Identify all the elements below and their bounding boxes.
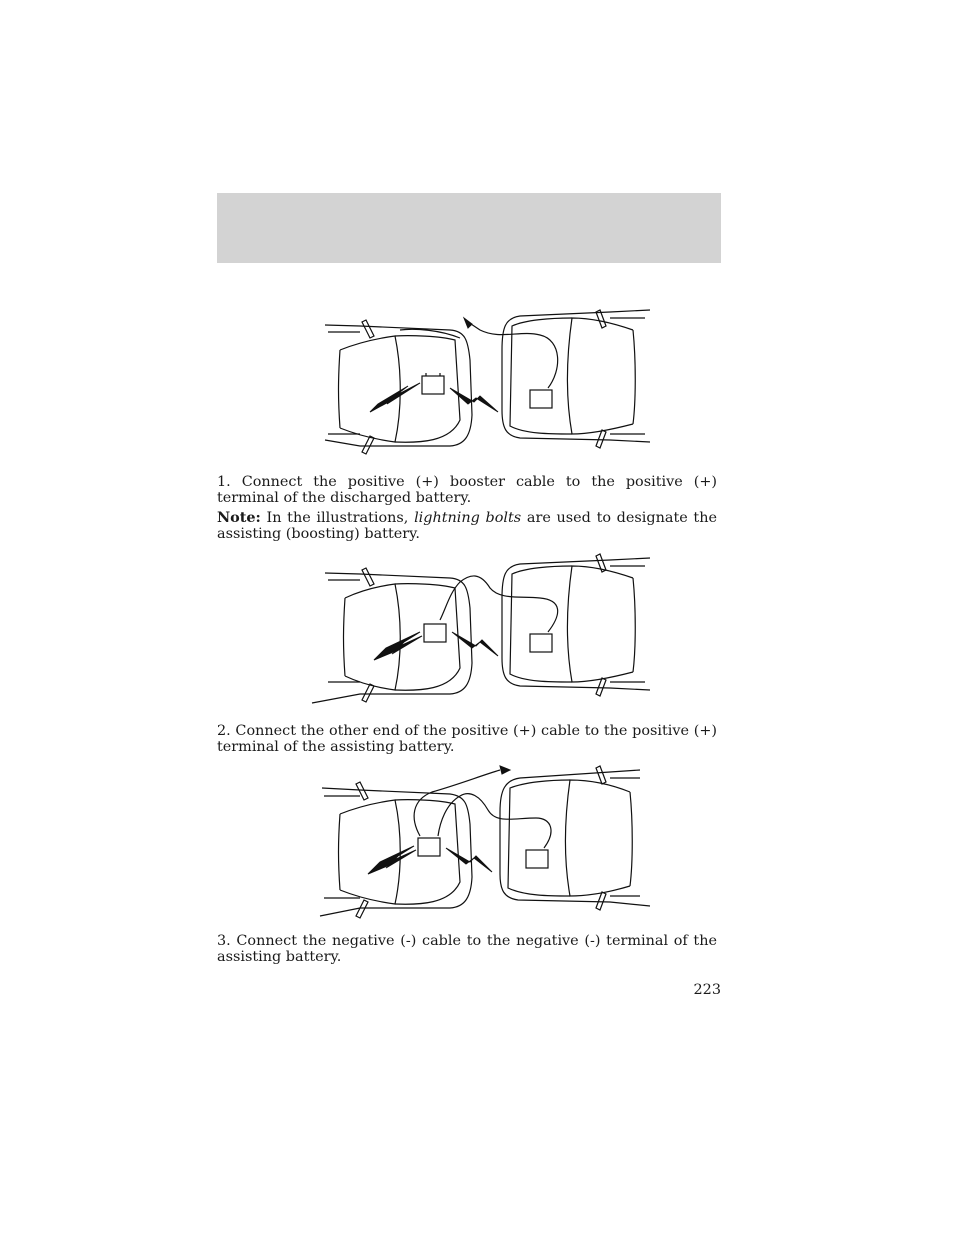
discharged-car: [502, 310, 650, 448]
lightning-bolt-icon: [450, 388, 498, 412]
cable-clamp-icon: [500, 766, 510, 774]
lightning-bolt-icon: [446, 848, 492, 872]
discharged-battery: [530, 390, 552, 408]
figure-step-2: [300, 548, 660, 718]
assisting-battery: [418, 838, 440, 856]
step-1-text: 1. Connect the positive (+) booster cable to the positive (+) terminal of the discharged battery.: [217, 474, 717, 506]
booster-cable-positive: [438, 794, 551, 848]
note-paragraph: [217, 510, 717, 542]
discharged-battery: [530, 634, 552, 652]
lightning-bolt-icon: [368, 846, 416, 874]
assisting-battery: [424, 624, 446, 642]
jump-start-illustration-3: [300, 762, 660, 932]
discharged-battery: [526, 850, 548, 868]
assisting-car: [325, 320, 472, 454]
lightning-bolt-icon: [370, 383, 420, 412]
header-bar: [217, 193, 721, 263]
discharged-car: [500, 766, 650, 910]
note-text-after: are used to designate the assisting (boosting) battery.: [217, 510, 717, 542]
figure-step-1: [300, 300, 660, 470]
note-emphasis: lightning bolts: [414, 510, 522, 526]
step-3-text: 3. Connect the negative (-) cable to the negative (-) terminal of the assisting battery.: [217, 933, 717, 965]
figure-step-3: [300, 762, 660, 932]
booster-cable-negative: [414, 770, 500, 836]
discharged-car: [502, 554, 650, 696]
page-number: 223: [693, 982, 721, 998]
assisting-battery: [422, 376, 444, 394]
lightning-bolt-icon: [374, 632, 422, 660]
cable-clamp-icon: [464, 318, 472, 328]
assisting-car: [312, 568, 472, 703]
jump-start-illustration-1: [300, 300, 660, 470]
booster-cable-positive: [468, 322, 558, 388]
note-text-before: In the illustrations,: [260, 510, 415, 526]
step-2-text: 2. Connect the other end of the positive (+) cable to the positive (+) terminal of the assisting battery.: [217, 723, 717, 755]
jump-start-illustration-2: [300, 548, 660, 718]
note-label: Note:: [217, 509, 261, 526]
